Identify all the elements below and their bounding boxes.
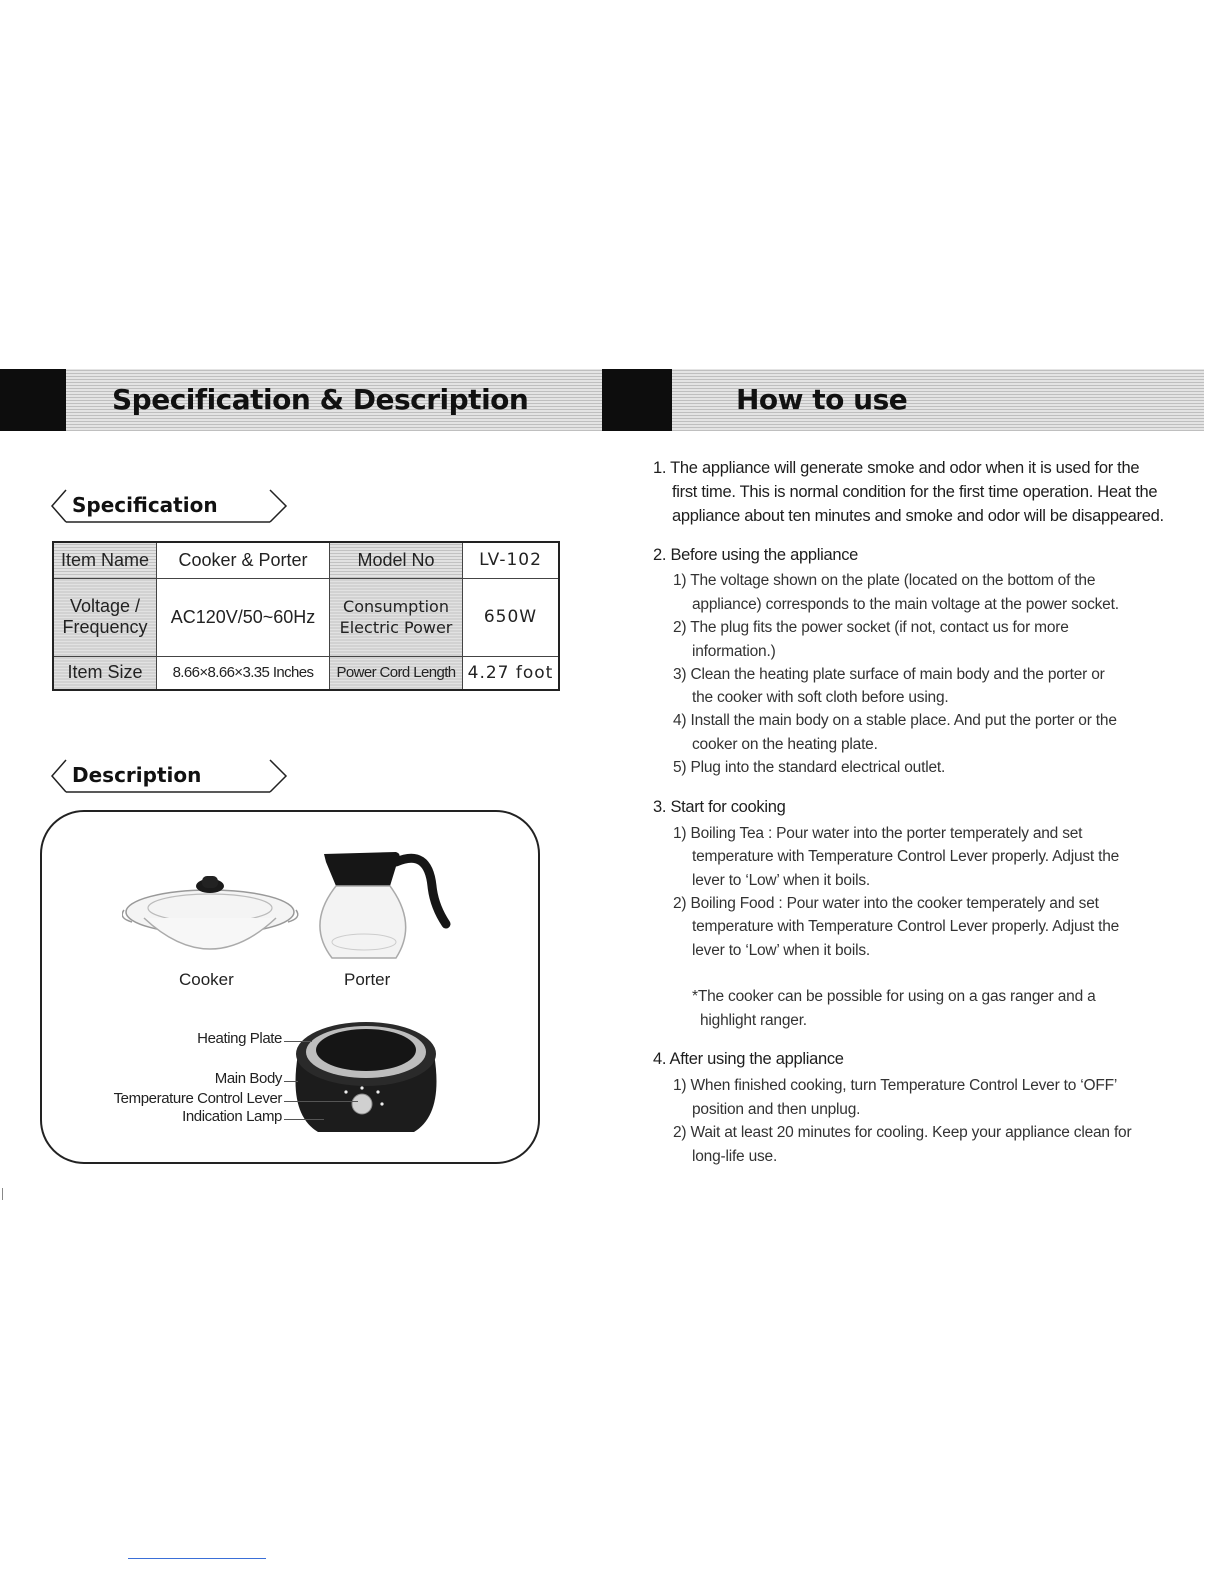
howto-header-title: How to use (736, 383, 908, 416)
temp-lever-leader (284, 1101, 358, 1102)
step2-item1-a: 1) The voltage shown on the plate (located on the bottom of the (673, 572, 1096, 589)
step1-line2: first time. This is normal condition for the first time operation. Heat the (672, 483, 1158, 501)
step3-item1-a: 1) Boiling Tea : Pour water into the porter temperately and set (673, 825, 1083, 842)
spec-header-bar (0, 369, 602, 431)
step2-item2-a: 2) The plug fits the power socket (if not, contact us for more (673, 619, 1069, 636)
page-edge-mark (2, 1188, 3, 1200)
model-label: Model No (330, 542, 463, 578)
step3-note-a: *The cooker can be possible for using on a gas ranger and a (692, 988, 1096, 1005)
power-value: 650W (463, 578, 560, 656)
step1-line3: appliance about ten minutes and smoke and odor will be disappeared. (672, 507, 1164, 525)
item-size-value: 8.66×8.66×3.35 Inches (157, 656, 330, 690)
step3-item1-c: lever to ‘Low’ when it boils. (692, 872, 870, 889)
voltage-value: AC120V/50~60Hz (157, 578, 330, 656)
porter-illustration (310, 846, 460, 976)
step3-item2-a: 2) Boiling Food : Pour water into the cooker temperately and set (673, 895, 1099, 912)
table-row (53, 578, 559, 656)
item-size-label: Item Size (53, 656, 157, 690)
voltage-label: Voltage / Frequency (53, 578, 157, 656)
model-value: LV-102 (463, 542, 560, 578)
step4-item1-b: position and then unplug. (692, 1101, 861, 1118)
spec-subheading-label: Specification (72, 493, 218, 517)
step2-item2-b: information.) (692, 643, 776, 660)
step3-title: 3. Start for cooking (653, 798, 786, 816)
header-black-block (0, 369, 66, 431)
cord-length-label: Power Cord Length (330, 656, 463, 690)
step2-item5: 5) Plug into the standard electrical outlet. (673, 759, 946, 776)
step2-item3-b: the cooker with soft cloth before using. (692, 689, 949, 706)
indication-lamp-leader (284, 1119, 324, 1120)
description-box (40, 810, 540, 1164)
step3-item1-b: temperature with Temperature Control Lever properly. Adjust the (692, 848, 1120, 865)
cooker-caption: Cooker (179, 970, 234, 989)
heating-plate-leader (284, 1041, 312, 1042)
power-label: Consumption Electric Power (330, 578, 463, 656)
step2-title: 2. Before using the appliance (653, 546, 859, 564)
step1-line1: 1. The appliance will generate smoke and odor when it is used for the (653, 459, 1140, 477)
step2-item3-a: 3) Clean the heating plate surface of main body and the porter or (673, 666, 1105, 683)
step3-item2-b: temperature with Temperature Control Lever properly. Adjust the (692, 918, 1120, 935)
item-name-value: Cooker & Porter (157, 542, 330, 578)
main-body-label: Main Body (214, 1070, 282, 1087)
howto-header-bar (602, 369, 1204, 431)
desc-subheading-label: Description (72, 763, 202, 787)
spec-table (52, 541, 560, 691)
cooker-illustration (122, 862, 302, 972)
step4-item2-a: 2) Wait at least 20 minutes for cooling. Keep your appliance clean for (673, 1124, 1132, 1141)
table-row (53, 656, 559, 690)
heating-plate-label: Heating Plate (197, 1030, 282, 1047)
desc-subheading (50, 758, 290, 794)
main-body-illustration (288, 1014, 444, 1142)
step3-item2-c: lever to ‘Low’ when it boils. (692, 942, 870, 959)
main-body-leader (284, 1081, 298, 1082)
bottom-link-line (128, 1558, 266, 1559)
spec-subheading (50, 488, 290, 524)
spec-header-title: Specification & Description (112, 383, 529, 416)
table-row (53, 542, 559, 578)
item-name-label: Item Name (53, 542, 157, 578)
porter-caption: Porter (344, 970, 391, 989)
step2-item4-a: 4) Install the main body on a stable place. And put the porter or the (673, 712, 1117, 729)
step4-item2-b: long-life use. (692, 1148, 778, 1165)
cord-length-value: 4.27 foot (463, 656, 560, 690)
step4-item1-a: 1) When finished cooking, turn Temperature Control Lever to ‘OFF’ (673, 1077, 1118, 1094)
step3-note-b: highlight ranger. (700, 1012, 807, 1029)
header-black-block (602, 369, 672, 431)
step2-item4-b: cooker on the heating plate. (692, 736, 878, 753)
step4-title: 4. After using the appliance (653, 1050, 844, 1068)
indication-lamp-label: Indication Lamp (182, 1108, 282, 1125)
temp-lever-label: Temperature Control Lever (113, 1090, 282, 1107)
step2-item1-b: appliance) corresponds to the main voltage at the power socket. (692, 596, 1119, 613)
